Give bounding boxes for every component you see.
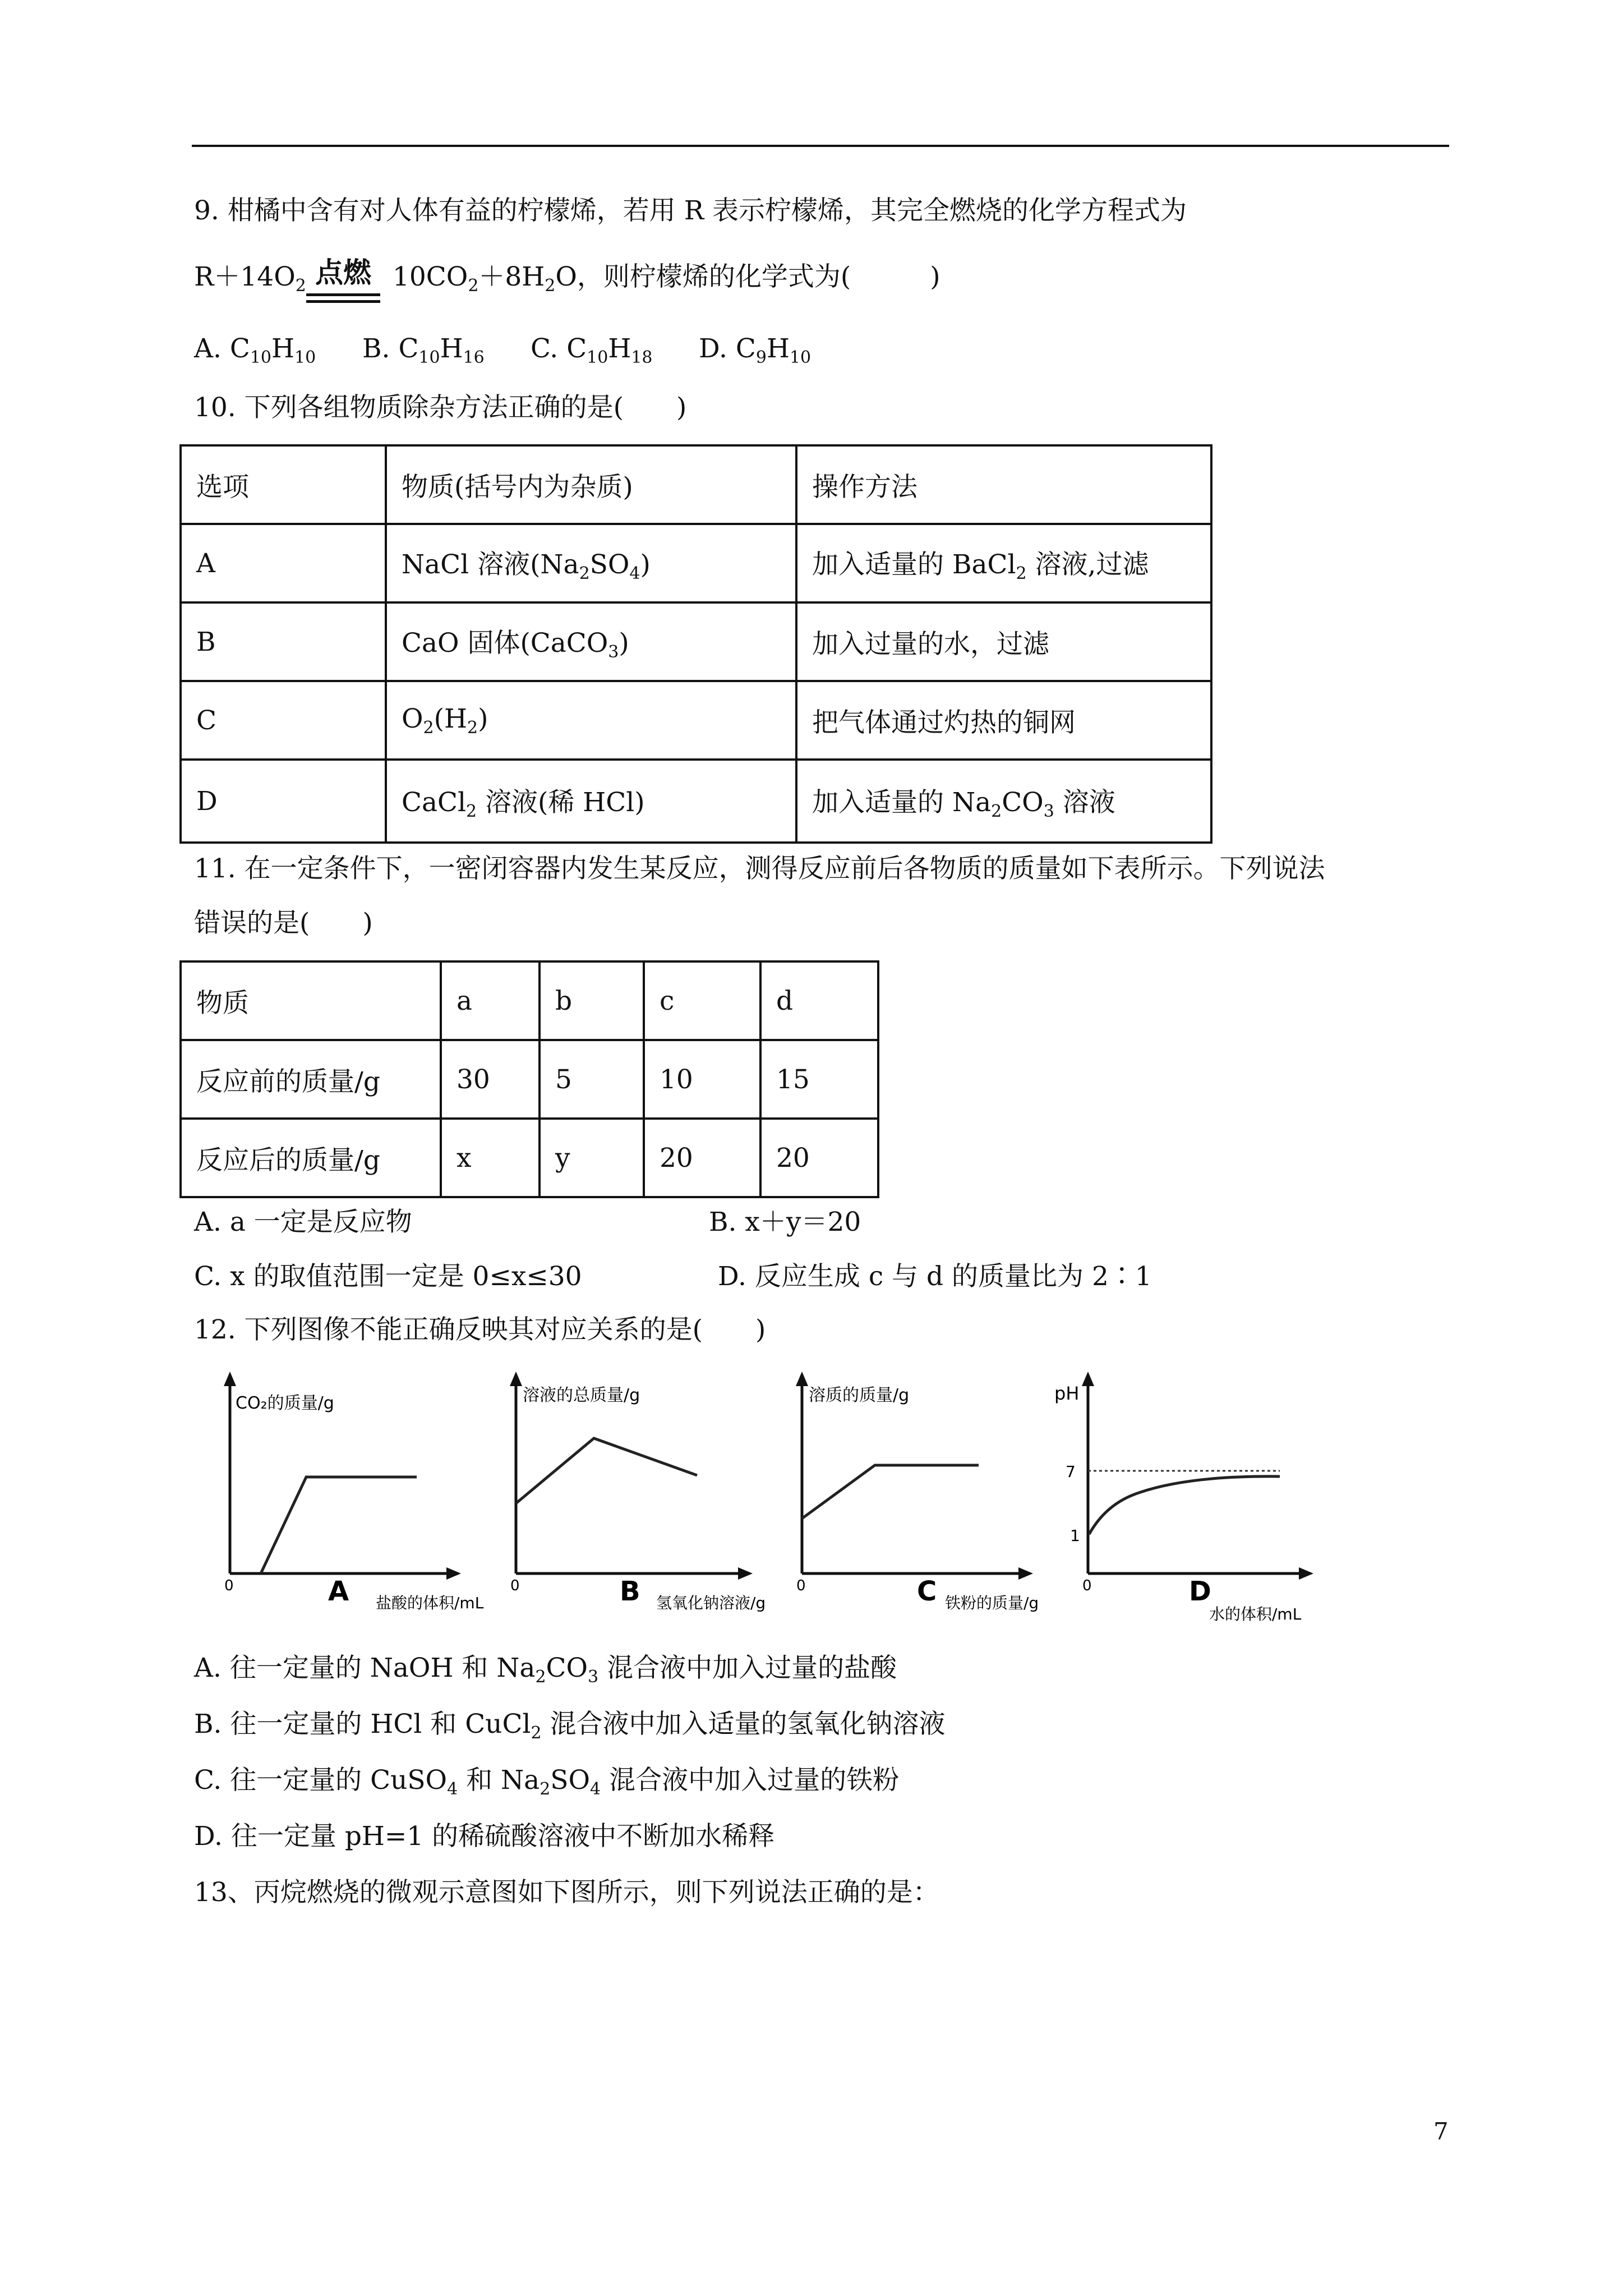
origin-label: 0	[510, 1577, 520, 1594]
q9-option-c: C. $C_{10}H_{18}$	[531, 333, 653, 367]
q9-stem: 9. 柑橘中含有对人体有益的柠檬烯，若用 R 表示柠檬烯，其完全燃烧的化学方程式为	[194, 195, 1187, 226]
table-cell: CaO 固体(CaCO$_3$)	[386, 602, 796, 681]
table-cell: 反应后的质量/g	[181, 1119, 441, 1197]
table-row	[181, 602, 1211, 681]
axis-label: 铁粉的质量/g	[945, 1594, 1039, 1612]
q9-option-a: A. $C_{10}H_{10}$	[194, 333, 316, 367]
table-header-cell: 物质(括号内为杂质)	[386, 445, 796, 524]
graph-d	[1054, 1366, 1335, 1630]
axis-label: CO₂的质量/g	[236, 1393, 334, 1413]
table-cell: NaCl 溶液$(Na_2SO_4)$	[386, 524, 796, 602]
q10-stem: 10. 下列各组物质除杂方法正确的是( )	[194, 392, 687, 423]
q10-table	[179, 444, 1212, 844]
table-header-row	[181, 961, 878, 1040]
graph-letter: A	[328, 1576, 349, 1607]
table-cell: 加入适量的 $Na_2CO_3$ 溶液	[796, 760, 1211, 843]
axis-label: 氢氧化钠溶液/g	[656, 1594, 766, 1612]
table-cell: 把气体通过灼热的铜网	[796, 681, 1211, 760]
graph-a	[208, 1366, 484, 1630]
table-cell: 30	[441, 1040, 540, 1119]
table-cell: D	[181, 760, 386, 843]
q11-option-d: D. 反应生成 c 与 d 的质量比为 2∶1	[718, 1261, 1152, 1292]
q9-option-d: D. $C_9H_{10}$	[699, 333, 811, 367]
q12-stem: 12. 下列图像不能正确反映其对应关系的是( )	[194, 1314, 766, 1345]
q12-option-d: D. 往一定量 pH=1 的稀硫酸溶液中不断加水稀释	[194, 1821, 775, 1852]
q12-option-a: A. 往一定量的 NaOH 和 $Na_2CO_3$ 混合液中加入过量的盐酸	[194, 1653, 897, 1687]
q9-equation-left: $R+14O_2$	[194, 261, 306, 296]
graph-b	[494, 1366, 766, 1630]
table-header-cell: c	[644, 961, 760, 1040]
table-cell: 加入适量的 BaCl$_2$ 溶液,过滤	[796, 524, 1211, 602]
q9-equation-right: $10CO_2+8H_2O$，则柠檬烯的化学式为( )	[393, 261, 940, 296]
table-row	[181, 524, 1211, 602]
graph-letter: D	[1189, 1576, 1211, 1607]
table-row	[181, 681, 1211, 760]
table-cell: 5	[540, 1040, 644, 1119]
table-header-cell: a	[441, 961, 540, 1040]
graph-c	[780, 1366, 1049, 1630]
reaction-condition: 点燃	[306, 255, 380, 306]
q12-option-c: C. 往一定量的 CuSO$_4$ 和 $Na_2SO_4$ 混合液中加入过量的铁粉	[194, 1765, 900, 1799]
table-cell: C	[181, 681, 386, 760]
table-header-cell: 选项	[181, 445, 386, 524]
tick-label: 1	[1070, 1526, 1080, 1545]
q9-option-b: B. $C_{10}H_{16}$	[362, 333, 485, 367]
origin-label: 0	[224, 1577, 234, 1594]
table-row	[181, 760, 1211, 843]
table-cell: $O_2(H_2)$	[386, 681, 796, 760]
axis-label: 溶质的质量/g	[809, 1386, 910, 1405]
tick-label: 7	[1066, 1462, 1076, 1481]
table-header-cell: d	[760, 961, 878, 1040]
header-rule	[192, 145, 1449, 147]
origin-label: 0	[1082, 1577, 1092, 1594]
table-cell: 加入过量的水，过滤	[796, 602, 1211, 681]
table-header-row	[181, 445, 1211, 524]
q11-option-b: B. x＋y＝20	[709, 1207, 861, 1237]
origin-label: 0	[796, 1577, 806, 1594]
axis-label: 盐酸的体积/mL	[376, 1594, 484, 1612]
axis-label: pH	[1054, 1383, 1080, 1404]
table-row	[181, 1040, 878, 1119]
table-cell: 20	[760, 1119, 878, 1197]
axis-label: 溶液的总质量/g	[523, 1386, 640, 1405]
axis-label: 水的体积/mL	[1209, 1605, 1302, 1623]
q13-stem: 13、丙烷燃烧的微观示意图如下图所示，则下列说法正确的是：	[194, 1877, 939, 1908]
q11-stem-line2: 错误的是( )	[194, 908, 373, 938]
q11-option-a: A. a 一定是反应物	[194, 1207, 412, 1237]
table-cell: 20	[644, 1119, 760, 1197]
table-header-cell: b	[540, 961, 644, 1040]
table-cell: CaCl$_2$ 溶液(稀 HCl)	[386, 760, 796, 843]
q11-table	[179, 960, 879, 1198]
table-cell: B	[181, 602, 386, 681]
table-cell: 反应前的质量/g	[181, 1040, 441, 1119]
q11-stem-line1: 11. 在一定条件下，一密闭容器内发生某反应，测得反应前后各物质的质量如下表所示。下列说法	[194, 853, 1325, 884]
graph-letter: B	[620, 1576, 640, 1607]
page-number: 7	[1433, 2118, 1449, 2145]
table-header-cell: 操作方法	[796, 445, 1211, 524]
table-cell: y	[540, 1119, 644, 1197]
graph-letter: C	[917, 1576, 937, 1607]
table-cell: A	[181, 524, 386, 602]
table-row	[181, 1119, 878, 1197]
q11-option-c: C. x 的取值范围一定是 0≤x≤30	[194, 1261, 582, 1292]
table-cell: 15	[760, 1040, 878, 1119]
q12-option-b: B. 往一定量的 HCl 和 CuCl$_2$ 混合液中加入适量的氢氧化钠溶液	[194, 1709, 946, 1743]
table-header-cell: 物质	[181, 961, 441, 1040]
table-cell: x	[441, 1119, 540, 1197]
table-cell: 10	[644, 1040, 760, 1119]
